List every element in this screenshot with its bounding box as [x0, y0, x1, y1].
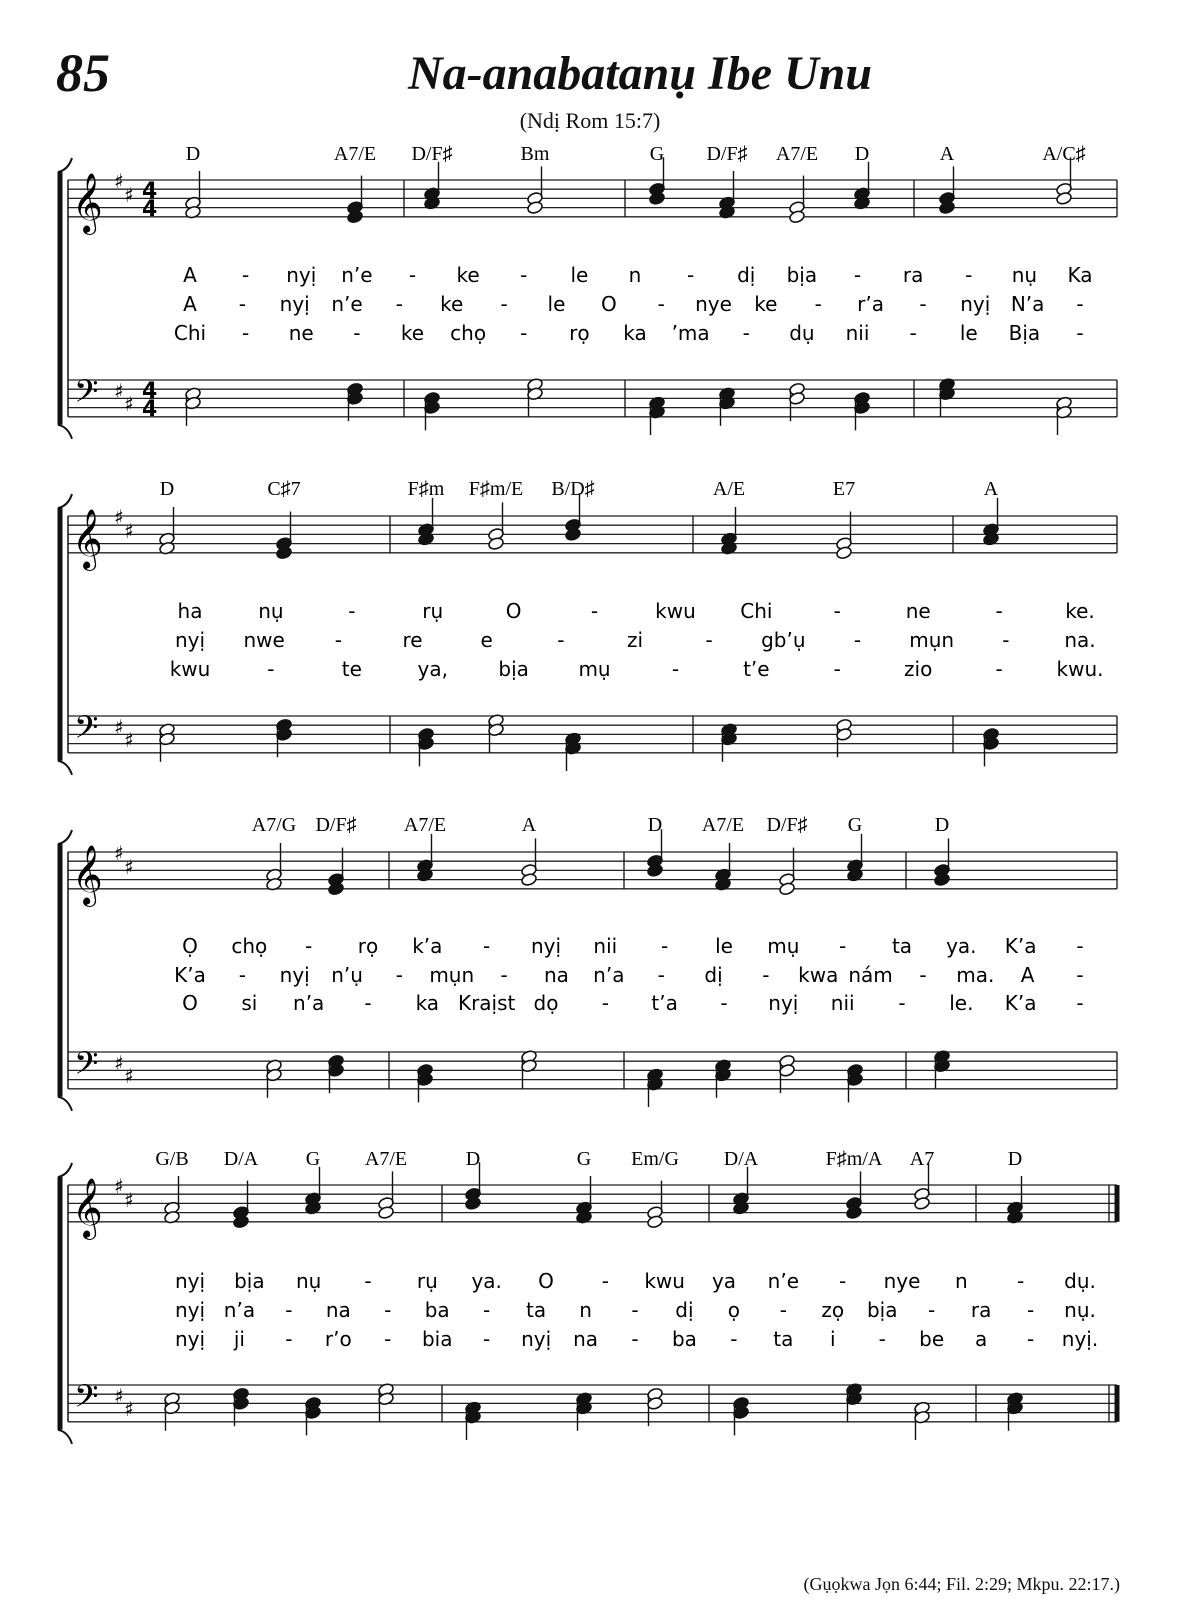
lyric-hyphen: - [631, 1327, 639, 1351]
lyric-syllable: n’a [223, 1298, 256, 1322]
lyric-syllable: ta [891, 934, 913, 958]
bass-clef-icon: 𝄢 [74, 1045, 99, 1089]
lyric-syllable: kwa [798, 963, 839, 987]
lyric-syllable: Ka [1067, 263, 1093, 287]
lyric-syllable: O [505, 599, 522, 623]
lyric-syllable: ji [233, 1327, 246, 1351]
lyric-syllable: dọ [533, 991, 559, 1015]
chord-symbol: Em/G [631, 1148, 679, 1170]
lyric-syllable: ke [440, 292, 464, 316]
lyric-hyphen: - [898, 991, 906, 1015]
lyric-hyphen: - [878, 1327, 886, 1351]
lyric-syllable: nii [845, 321, 870, 345]
lyric-syllable: rụ [416, 1269, 438, 1293]
lyric-syllable: nyị [530, 934, 562, 958]
lyric-syllable: r’o [324, 1327, 352, 1351]
chord-symbol: D [647, 814, 663, 836]
lyric-hyphen: - [720, 991, 728, 1015]
lyric-syllable: zọ [821, 1298, 845, 1322]
lyric-syllable: K’a [174, 963, 206, 987]
lyric-hyphen: - [348, 599, 356, 623]
lyric-hyphen: - [384, 1327, 392, 1351]
lyric-hyphen: - [919, 963, 927, 987]
scripture-reference: (Ndị Rom 15:7) [519, 108, 661, 133]
lyric-syllable: ra [902, 263, 924, 287]
lyric-hyphen: - [965, 263, 973, 287]
chord-symbol: D/F♯ [411, 143, 453, 165]
lyric-syllable: ha [177, 599, 203, 623]
lyric-syllable: chọ [450, 321, 487, 345]
lyric-hyphen: - [833, 599, 841, 623]
time-signature-denominator: 4 [142, 397, 158, 422]
time-signature-denominator: 4 [142, 197, 158, 222]
key-sharp-f-icon: ♯ [114, 841, 124, 865]
lyric-hyphen: - [839, 934, 847, 958]
chord-symbol: A7/E [775, 143, 819, 165]
chord-symbol: D/F♯ [315, 814, 357, 836]
lyric-syllable: nye [883, 1269, 921, 1293]
lyric-syllable: n’a [593, 963, 625, 987]
lyric-hyphen: - [1076, 934, 1084, 958]
lyric-hyphen: - [631, 1298, 639, 1322]
lyric-syllable: ke [754, 292, 778, 316]
lyric-syllable: nwe [243, 628, 285, 652]
treble-clef-icon: 𝄞 [72, 1178, 103, 1238]
lyric-hyphen: - [408, 263, 417, 287]
lyric-hyphen: - [500, 292, 508, 316]
lyric-hyphen: - [267, 657, 275, 681]
chord-symbol: D [185, 143, 201, 165]
lyric-syllable: nụ [258, 599, 284, 623]
lyric-syllable: A [183, 292, 197, 316]
bracket-hook-top [58, 1163, 72, 1177]
lyric-hyphen: - [520, 263, 528, 287]
lyric-hyphen: - [384, 1298, 392, 1322]
key-sharp-c-icon: ♯ [124, 855, 134, 879]
lyric-syllable: nii [830, 991, 855, 1015]
lyric-syllable: n’e [341, 263, 373, 287]
treble-clef-icon: 𝄞 [72, 845, 103, 905]
key-sharp-f-icon: ♯ [114, 1384, 124, 1408]
lyric-syllable: ta [526, 1298, 547, 1322]
lyric-syllable: e [480, 628, 493, 652]
chord-symbol: D [465, 1148, 481, 1170]
lyric-syllable: ke [400, 321, 425, 345]
lyric-syllable: O [182, 991, 198, 1015]
lyric-hyphen: - [285, 1327, 293, 1351]
lyric-hyphen: - [242, 321, 250, 345]
lyric-hyphen: - [919, 292, 927, 316]
lyric-syllable: ya [711, 1269, 737, 1293]
lyric-hyphen: - [657, 963, 665, 987]
lyric-syllable: dị [704, 963, 723, 987]
lyric-syllable: dị [737, 263, 756, 287]
lyric-syllable: O [538, 1269, 554, 1293]
lyric-syllable: a [974, 1327, 988, 1351]
lyric-syllable: dụ [789, 321, 815, 345]
lyric-syllable: na [325, 1298, 351, 1322]
bass-clef-icon: 𝄢 [74, 709, 99, 753]
key-sharp-f-icon: ♯ [114, 379, 124, 403]
lyric-syllable: nyị [960, 292, 991, 316]
time-signature-numerator: 4 [142, 179, 158, 204]
lyric-hyphen: - [730, 1327, 738, 1351]
chord-symbol: F♯m [407, 478, 445, 500]
chord-symbol: D/F♯ [766, 814, 808, 836]
lyric-syllable: nyị [279, 963, 310, 987]
lyric-syllable: Ọ [182, 934, 198, 958]
lyric-syllable: ’ma [671, 321, 710, 345]
lyric-syllable: mụ [767, 934, 800, 958]
lyric-hyphen: - [590, 599, 599, 623]
lyric-syllable: N’a [1010, 292, 1045, 316]
key-sharp-c-icon: ♯ [124, 519, 134, 543]
lyric-syllable: ya. [946, 934, 977, 958]
lyric-syllable: ke. [1065, 599, 1095, 623]
lyric-syllable: t’a [651, 991, 678, 1015]
lyric-hyphen: - [833, 657, 841, 681]
lyric-syllable: le [547, 292, 566, 316]
lyric-hyphen: - [928, 1298, 936, 1322]
lyric-hyphen: - [1076, 991, 1084, 1015]
lyric-syllable: na [544, 963, 569, 987]
lyric-syllable: nyị [768, 991, 799, 1015]
lyric-syllable: bia [421, 1327, 453, 1351]
lyric-syllable: ya, [417, 657, 448, 681]
chord-symbol: D/F♯ [706, 143, 748, 165]
lyric-hyphen: - [601, 991, 609, 1015]
lyric-syllable: rọ [357, 934, 379, 958]
lyric-hyphen: - [839, 1269, 847, 1293]
lyric-syllable: n’ụ [331, 963, 363, 987]
lyric-syllable: nyị [286, 263, 317, 287]
lyric-syllable: n [954, 1269, 968, 1293]
lyric-syllable: t’e [743, 657, 770, 681]
lyric-syllable: ta [773, 1327, 794, 1351]
lyric-syllable: nyị [174, 1269, 206, 1293]
lyric-hyphen: - [395, 963, 404, 987]
chord-symbol: G [847, 814, 863, 836]
lyric-syllable: n [579, 1298, 592, 1322]
key-sharp-c-icon: ♯ [124, 1397, 134, 1421]
lyric-syllable: A [1020, 963, 1035, 987]
bass-clef-icon: 𝄢 [74, 373, 99, 417]
lyric-syllable: A [183, 263, 197, 287]
lyric-hyphen: - [483, 1298, 491, 1322]
lyric-syllable: n’a [293, 991, 325, 1015]
lyric-hyphen: - [762, 963, 770, 987]
chord-symbol: A [983, 478, 999, 500]
lyric-syllable: nụ [1011, 263, 1038, 287]
bracket-hook-bottom [58, 761, 72, 775]
lyric-hyphen: - [661, 934, 669, 958]
lyric-hyphen: - [1076, 321, 1084, 345]
lyric-hyphen: - [705, 628, 713, 652]
lyric-syllable: nyị [279, 292, 310, 316]
lyric-syllable: gb’ụ [761, 628, 806, 652]
chord-symbol: D [1007, 1148, 1023, 1170]
lyric-hyphen: - [1026, 1298, 1035, 1322]
chord-symbol: Bm [520, 143, 550, 165]
lyric-syllable: nye [695, 292, 732, 316]
chord-symbol: A7/E [701, 814, 745, 836]
chord-symbol: A7/E [364, 1148, 408, 1170]
lyric-hyphen: - [1017, 1269, 1025, 1293]
lyric-syllable: Bịa [1008, 321, 1041, 345]
lyric-syllable: be [919, 1327, 945, 1351]
lyric-syllable: n [628, 263, 642, 287]
chord-symbol: F♯m/A [825, 1148, 883, 1170]
lyric-syllable: kwu [169, 657, 211, 681]
hymn-number: 85 [56, 43, 110, 103]
chord-symbol: A [521, 814, 537, 836]
bracket-hook-top [58, 494, 72, 508]
chord-symbol: G [305, 1148, 321, 1170]
lyric-syllable: si [241, 991, 258, 1015]
bracket-hook-bottom [58, 1430, 72, 1444]
lyric-syllable: ka [415, 991, 440, 1015]
time-signature-numerator: 4 [142, 379, 158, 404]
lyric-hyphen: - [995, 657, 1003, 681]
lyric-syllable: ba [671, 1327, 697, 1351]
lyric-syllable: K’a [1004, 991, 1037, 1015]
lyric-syllable: n’e [767, 1269, 800, 1293]
chord-symbol: D [159, 478, 175, 500]
lyric-syllable: nyị [174, 1298, 206, 1322]
lyric-syllable: kwu [655, 599, 696, 623]
lyric-syllable: le. [949, 991, 974, 1015]
lyric-syllable: mụn [909, 628, 955, 652]
lyric-hyphen: - [242, 263, 250, 287]
lyric-syllable: ma. [956, 963, 995, 987]
lyric-syllable: te [341, 657, 362, 681]
chord-symbol: C♯7 [267, 478, 301, 500]
lyric-syllable: le [959, 321, 978, 345]
lyric-hyphen: - [520, 321, 528, 345]
lyric-hyphen: - [601, 1269, 609, 1293]
lyric-syllable: nyị [174, 1327, 206, 1351]
lyric-syllable: kwu. [1056, 657, 1104, 681]
lyric-hyphen: - [395, 292, 404, 316]
lyric-syllable: bịa [786, 263, 818, 287]
lyric-syllable: K’a [1004, 934, 1037, 958]
lyric-hyphen: - [500, 963, 508, 987]
lyric-syllable: bịa [234, 1269, 265, 1293]
key-sharp-c-icon: ♯ [124, 392, 134, 416]
chord-symbol: D [854, 143, 870, 165]
lyric-syllable: chọ [231, 934, 268, 958]
key-sharp-c-icon: ♯ [124, 183, 134, 207]
lyric-syllable: nụ. [1064, 1298, 1096, 1322]
bass-clef-icon: 𝄢 [74, 1378, 99, 1422]
hymn-title: Na-anabatanụ Ibe Unu [407, 47, 873, 100]
lyric-syllable: zi [626, 628, 644, 652]
lyric-syllable: ne [905, 599, 931, 623]
chord-symbol: A7 [909, 1148, 935, 1170]
lyric-syllable: ọ [727, 1298, 741, 1322]
lyric-syllable: r’a [857, 292, 885, 316]
lyric-syllable: le [570, 263, 589, 287]
lyric-hyphen: - [657, 292, 665, 316]
lyric-syllable: rọ [569, 321, 590, 345]
chord-symbol: A7/G [251, 814, 297, 836]
lyric-syllable: ya. [471, 1269, 502, 1293]
lyric-hyphen: - [334, 628, 342, 652]
chord-symbol: G [576, 1148, 592, 1170]
lyric-syllable: dụ. [1064, 1269, 1096, 1293]
chord-symbol: A/E [712, 478, 746, 500]
lyric-hyphen: - [853, 263, 862, 287]
lyric-syllable: Chi [173, 321, 207, 345]
lyric-syllable: ne [288, 321, 314, 345]
key-sharp-c-icon: ♯ [124, 728, 134, 752]
lyric-hyphen: - [1026, 1327, 1035, 1351]
key-sharp-f-icon: ♯ [114, 505, 124, 529]
chord-symbol: A/C♯ [1042, 143, 1086, 165]
lyric-syllable: ke [456, 263, 480, 287]
chord-symbol: G/B [155, 1148, 189, 1170]
treble-clef-icon: 𝄞 [72, 509, 103, 569]
key-sharp-c-icon: ♯ [124, 1188, 134, 1212]
key-sharp-f-icon: ♯ [114, 1051, 124, 1075]
lyric-syllable: nụ [295, 1269, 322, 1293]
chord-symbol: F♯m/E [468, 478, 524, 500]
chord-symbol: D/A [723, 1148, 759, 1170]
lyric-hyphen: - [557, 628, 565, 652]
chord-symbol: D/A [223, 1148, 259, 1170]
lyric-syllable: Kraịst [457, 991, 516, 1015]
lyric-syllable: dị [675, 1298, 694, 1322]
bracket-hook-top [58, 830, 72, 844]
lyric-syllable: ra [970, 1298, 992, 1322]
chord-symbol: A7/E [403, 814, 447, 836]
lyric-syllable: nyị [521, 1327, 552, 1351]
key-sharp-f-icon: ♯ [114, 1174, 124, 1198]
lyric-syllable: na [573, 1327, 599, 1351]
lyric-syllable: ka [623, 321, 647, 345]
lyric-syllable: zio [904, 657, 933, 681]
lyric-syllable: rụ [422, 599, 444, 623]
lyric-syllable: n’e [331, 292, 363, 316]
lyric-hyphen: - [285, 1298, 293, 1322]
chord-symbol: G [649, 143, 665, 165]
lyric-hyphen: - [671, 657, 680, 681]
lyric-syllable: re [402, 628, 423, 652]
chord-symbol: B/D♯ [551, 478, 595, 500]
bracket-hook-bottom [58, 425, 72, 439]
lyric-hyphen: - [1002, 628, 1010, 652]
chord-symbol: A [939, 143, 955, 165]
chord-symbol: E7 [832, 478, 856, 500]
lyric-hyphen: - [238, 292, 246, 316]
lyric-hyphen: - [1076, 963, 1084, 987]
lyric-syllable: nyị. [1061, 1327, 1099, 1351]
lyric-syllable: Chi [740, 599, 773, 623]
footnote-references: (Gụọkwa Jọn 6:44; Fil. 2:29; Mkpu. 22:17.) [803, 1574, 1120, 1594]
lyric-hyphen: - [995, 599, 1003, 623]
lyric-hyphen: - [909, 321, 917, 345]
lyric-hyphen: - [483, 934, 491, 958]
key-sharp-c-icon: ♯ [124, 1064, 134, 1088]
lyric-hyphen: - [1076, 292, 1084, 316]
treble-clef-icon: 𝄞 [72, 173, 103, 233]
chord-symbol: D [934, 814, 950, 836]
lyric-syllable: mụn [429, 963, 475, 987]
lyric-hyphen: - [483, 1327, 491, 1351]
lyric-syllable: nyị [174, 628, 206, 652]
bracket-hook-bottom [58, 1097, 72, 1111]
lyric-hyphen: - [238, 963, 246, 987]
lyric-hyphen: - [853, 628, 862, 652]
lyric-hyphen: - [742, 321, 750, 345]
lyric-syllable: nám [848, 963, 893, 987]
lyric-hyphen: - [364, 1269, 372, 1293]
bracket-hook-top [58, 158, 72, 172]
lyric-syllable: ba [424, 1298, 450, 1322]
lyric-syllable: kwu [644, 1269, 685, 1293]
lyric-hyphen: - [687, 263, 695, 287]
chord-symbol: A7/E [333, 143, 377, 165]
lyric-syllable: nii [593, 934, 618, 958]
lyric-syllable: bịa [498, 657, 529, 681]
lyric-syllable: mụ [578, 657, 611, 681]
lyric-hyphen: - [353, 321, 361, 345]
lyric-syllable: i [829, 1327, 836, 1351]
lyric-syllable: bịa [866, 1298, 898, 1322]
lyric-hyphen: - [779, 1298, 787, 1322]
lyric-hyphen: - [814, 292, 822, 316]
key-sharp-f-icon: ♯ [114, 169, 124, 193]
lyric-syllable: k’a [412, 934, 443, 958]
lyric-hyphen: - [305, 934, 313, 958]
lyric-syllable: le [715, 934, 733, 958]
key-sharp-f-icon: ♯ [114, 715, 124, 739]
lyric-hyphen: - [364, 991, 372, 1015]
lyric-syllable: na. [1064, 628, 1096, 652]
lyric-syllable: O [600, 292, 617, 316]
